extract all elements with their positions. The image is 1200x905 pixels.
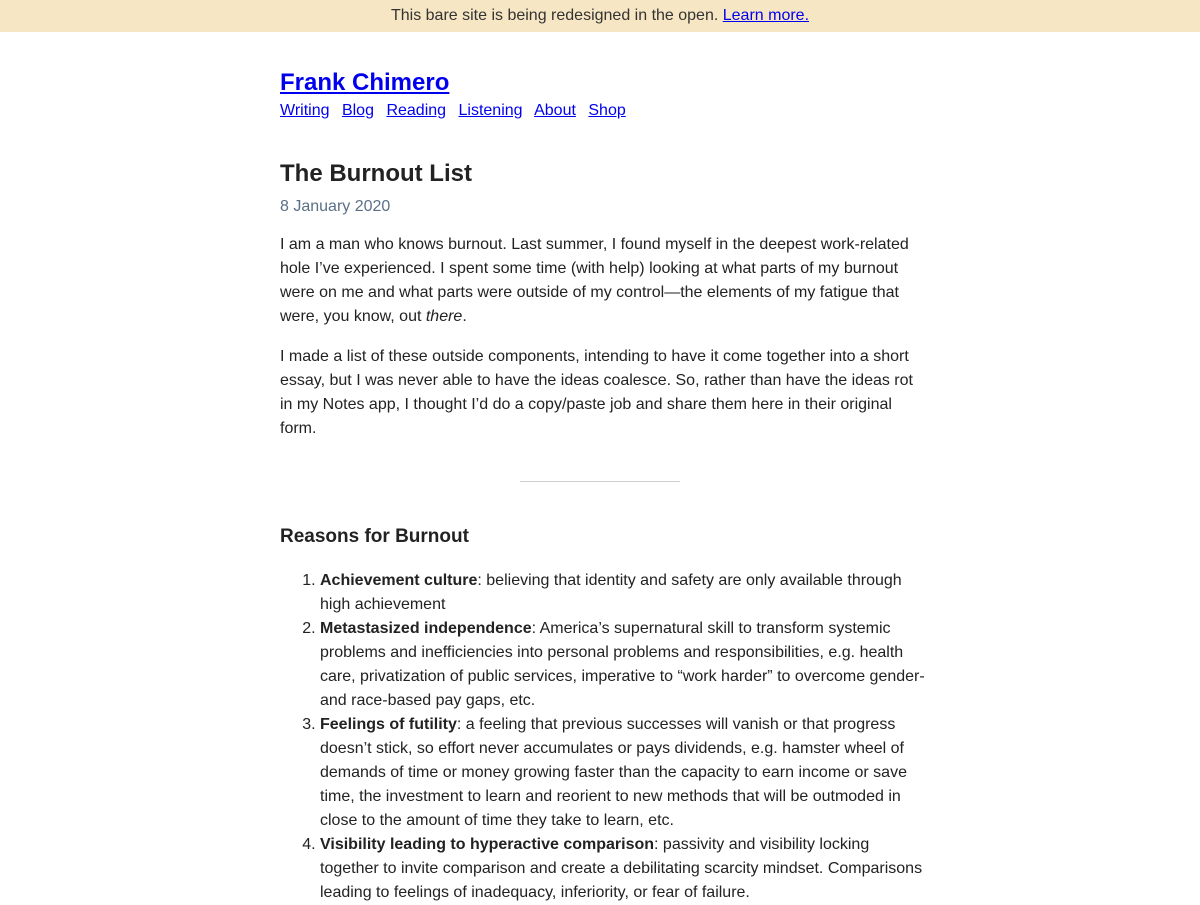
list-item-text: : America’s supernatural skill to transform systemic problems and inefficiencies into personal problems and responsibilities, e.g. health care, privatization of public services, imperative to “work harder” to overcome gender- and race-based pay gaps, etc. (320, 620, 925, 709)
learn-more-link[interactable]: Learn more. (722, 7, 810, 24)
intro-paragraph (280, 233, 925, 329)
post (280, 159, 925, 905)
nav-link-blog[interactable]: Blog (341, 102, 374, 119)
list-item-text: : a feeling that previous successes will vanish or that progress doesn’t stick, so effort never accumulates or pays dividends, e.g. hamster wheel of demands of time or money growing faster than the capacity to earn income or save time, the investment to learn and reorient to new methods that will be outmoded in close to the amount of time they take to learn, etc. (320, 716, 907, 829)
section-heading: Reasons for Burnout (280, 526, 469, 547)
nav-link-listening[interactable]: Listening (458, 102, 523, 119)
banner-text: This bare site is being redesigned in the open. (390, 7, 719, 24)
section-divider (520, 481, 680, 482)
list-item-term: Metastasized independence (320, 620, 532, 637)
intro-period: . (462, 308, 467, 325)
reasons-list (280, 569, 925, 905)
list-item-term: Achievement culture (320, 572, 478, 589)
announcement-banner (0, 0, 1200, 32)
list-item-text: : passivity and visibility locking together to invite comparison and create a debilitating scarcity mindset. Comparisons leading to feelings of inadequacy, inferiority, or fear of failure. (320, 836, 923, 901)
second-paragraph: I made a list of these outside components, intending to have it come together into a short essay, but I was never able to have the ideas coalesce. So, rather than have the ideas rot in my Notes app, I thought I’d do a copy/paste job and share them here in their original form. (280, 348, 913, 437)
nav-link-about[interactable]: About (534, 102, 576, 119)
list-item-text: : believing that identity and safety are only available through high achievement (320, 572, 902, 613)
list-item (320, 713, 925, 833)
list-item-term: Visibility leading to hyperactive comparison (320, 836, 655, 853)
nav-link-writing[interactable]: Writing (280, 102, 330, 119)
intro-text: I am a man who knows burnout. Last summer, I found myself in the deepest work-related hole I’ve experienced. I spent some time (with help) looking at what parts of my burnout were on me and what parts were outside of my control—the elements of my fatigue that were, you know, out (280, 236, 909, 325)
post-date: 8 January 2020 (280, 198, 391, 215)
nav-link-shop[interactable]: Shop (588, 102, 626, 119)
list-item (320, 617, 925, 713)
emphasis-there: there (425, 308, 463, 325)
site-title-link[interactable]: Frank Chimero (280, 69, 450, 96)
main-nav (280, 101, 925, 121)
nav-link-reading[interactable]: Reading (386, 102, 447, 119)
list-item (320, 569, 925, 617)
page-content (280, 32, 925, 905)
list-item-term: Feelings of futility (320, 716, 457, 733)
list-item (320, 833, 925, 905)
post-title: The Burnout List (280, 160, 472, 187)
